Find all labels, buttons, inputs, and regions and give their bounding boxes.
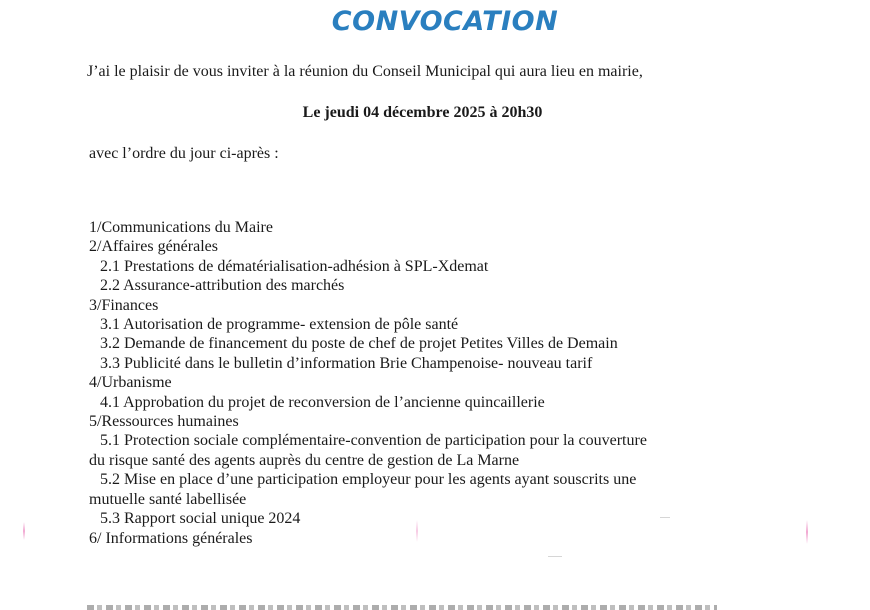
scan-artifact-speck xyxy=(548,556,562,557)
agenda-item-continuation: mutuelle santé labellisée xyxy=(89,490,247,508)
agenda-item: 2.1 Prestations de dématérialisation-adhésion à SPL-Xdemat xyxy=(100,257,489,275)
agenda-item: 5.1 Protection sociale complémentaire-convention de participation pour la couverture xyxy=(100,432,647,450)
agenda-list xyxy=(89,218,647,548)
scan-artifact-mark xyxy=(806,520,808,544)
agenda-section: 5/Ressources humaines xyxy=(89,413,239,431)
agenda-item: 4.1 Approbation du projet de reconversion de l’ancienne quincaillerie xyxy=(100,393,545,411)
scan-artifact-speck xyxy=(660,517,670,518)
agenda-section: 1/Communications du Maire xyxy=(89,219,273,236)
meeting-date: Le jeudi 04 décembre 2025 à 20h30 xyxy=(302,104,543,121)
agenda-section: 2/Affaires générales xyxy=(89,238,218,256)
agenda-section: 3/Finances xyxy=(89,296,159,314)
scan-artifact-mark xyxy=(416,520,418,542)
scan-artifact-mark xyxy=(23,522,25,540)
agenda-item: 3.3 Publicité dans le bulletin d’information Brie Champenoise- nouveau tarif xyxy=(100,354,593,372)
agenda-item: 2.2 Assurance-attribution des marchés xyxy=(100,277,345,295)
document-title: CONVOCATION xyxy=(331,6,559,37)
agenda-section: 4/Urbanisme xyxy=(89,374,172,392)
agenda-item: 5.2 Mise en place d’une participation employeur pour les agents ayant souscrits une xyxy=(100,471,637,489)
truncated-glyph-tops xyxy=(87,605,717,610)
agenda-item: 3.2 Demande de financement du poste de chef de projet Petites Villes de Demain xyxy=(100,335,618,353)
agenda-item: 3.1 Autorisation de programme- extension de pôle santé xyxy=(100,316,459,334)
truncated-text-line xyxy=(87,603,717,610)
invitation-text: J’ai le plaisir de vous inviter à la réunion du Conseil Municipal qui aura lieu en mairie, xyxy=(87,63,643,80)
agenda-intro: avec l’ordre du jour ci-après : xyxy=(89,145,279,162)
agenda-item-continuation: du risque santé des agents auprès du centre de gestion de La Marne xyxy=(89,451,520,469)
agenda-item: 5.3 Rapport social unique 2024 xyxy=(100,510,301,528)
agenda-section: 6/ Informations générales xyxy=(89,529,253,547)
